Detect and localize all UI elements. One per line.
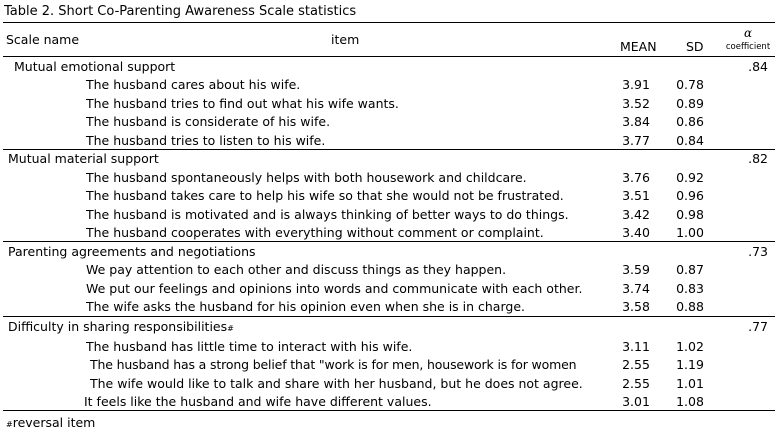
item-text: The husband cares about his wife.: [86, 77, 301, 92]
item-mean: 3.42: [622, 207, 650, 222]
item-sd: 0.89: [676, 96, 704, 111]
header-scale-name: Scale name: [6, 32, 80, 47]
item-text: The husband is considerate of his wife.: [86, 114, 331, 129]
item-text: The husband spontaneously helps with both housework and childcare.: [86, 170, 527, 185]
item-sd: 0.84: [676, 133, 704, 148]
item-text: The wife would like to talk and share with her husband, but he does not agree.: [90, 376, 583, 391]
group-alpha: .84: [748, 59, 768, 74]
item-sd: 0.98: [676, 207, 704, 222]
item-text: The husband has little time to interact with his wife.: [86, 339, 413, 354]
item-sd: 1.01: [676, 376, 704, 391]
item-text: The husband takes care to help his wife so that she would not be frustrated.: [86, 188, 564, 203]
header-alpha-symbol: α: [743, 26, 753, 40]
group-rule: [3, 241, 775, 242]
group-name-text: Difficulty in sharing responsibilities: [8, 319, 228, 334]
reversal-marker: #: [227, 324, 234, 333]
item-mean: 3.52: [622, 96, 650, 111]
item-mean: 3.11: [622, 339, 650, 354]
item-mean: 3.01: [622, 394, 650, 409]
table-title: Table 2. Short Co-Parenting Awareness Scale statistics: [4, 4, 357, 19]
item-text: The husband has a strong belief that "work is for men, housework is for women: [90, 357, 577, 372]
item-text: The husband is motivated and is always thinking of better ways to do things.: [86, 207, 569, 222]
item-text: The husband tries to find out what his wife wants.: [86, 96, 399, 111]
item-mean: 3.40: [622, 225, 650, 240]
item-mean: 3.91: [622, 77, 650, 92]
header-item: item: [331, 32, 360, 47]
item-mean: 3.58: [622, 299, 650, 314]
item-sd: 0.87: [676, 262, 704, 277]
item-sd: 0.96: [676, 188, 704, 203]
header-rule: [3, 56, 775, 57]
item-mean: 3.59: [622, 262, 650, 277]
item-sd: 0.78: [676, 77, 704, 92]
item-sd: 0.83: [676, 281, 704, 296]
item-mean: 2.55: [622, 376, 650, 391]
item-text: It feels like the husband and wife have different values.: [84, 394, 432, 409]
footnote-marker: #: [6, 420, 13, 429]
item-text: We put our feelings and opinions into words and communicate with each other.: [86, 281, 583, 296]
header-sd: SD: [686, 39, 704, 54]
group-rule: [3, 316, 775, 317]
item-text: We pay attention to each other and discuss things as they happen.: [86, 262, 507, 277]
item-mean: 3.77: [622, 133, 650, 148]
footnote-text: reversal item: [12, 415, 96, 430]
header-mean: MEAN: [620, 39, 657, 54]
bottom-rule: [3, 410, 775, 411]
item-sd: 0.86: [676, 114, 704, 129]
item-mean: 2.55: [622, 357, 650, 372]
item-sd: 0.92: [676, 170, 704, 185]
group-alpha: .82: [748, 151, 768, 166]
top-rule: [3, 22, 775, 23]
item-sd: 1.00: [676, 225, 704, 240]
group-alpha: .77: [748, 319, 768, 334]
group-name: [8, 319, 234, 337]
group-name: Mutual material support: [8, 151, 159, 166]
item-sd: 1.02: [676, 339, 704, 354]
item-mean: 3.76: [622, 170, 650, 185]
item-mean: 3.51: [622, 188, 650, 203]
footnote: [6, 415, 95, 433]
item-mean: 3.74: [622, 281, 650, 296]
group-name: Parenting agreements and negotiations: [8, 244, 256, 259]
item-text: The wife asks the husband for his opinion even when she is in charge.: [86, 299, 525, 314]
item-text: The husband cooperates with everything without comment or complaint.: [86, 225, 544, 240]
item-mean: 3.84: [622, 114, 650, 129]
group-alpha: .73: [748, 244, 768, 259]
group-rule: [3, 149, 775, 150]
item-sd: 1.19: [676, 357, 704, 372]
group-name: Mutual emotional support: [14, 59, 176, 74]
item-sd: 1.08: [676, 394, 704, 409]
header-alpha-label: coefficient: [725, 42, 771, 52]
item-sd: 0.88: [676, 299, 704, 314]
item-text: The husband tries to listen to his wife.: [86, 133, 326, 148]
